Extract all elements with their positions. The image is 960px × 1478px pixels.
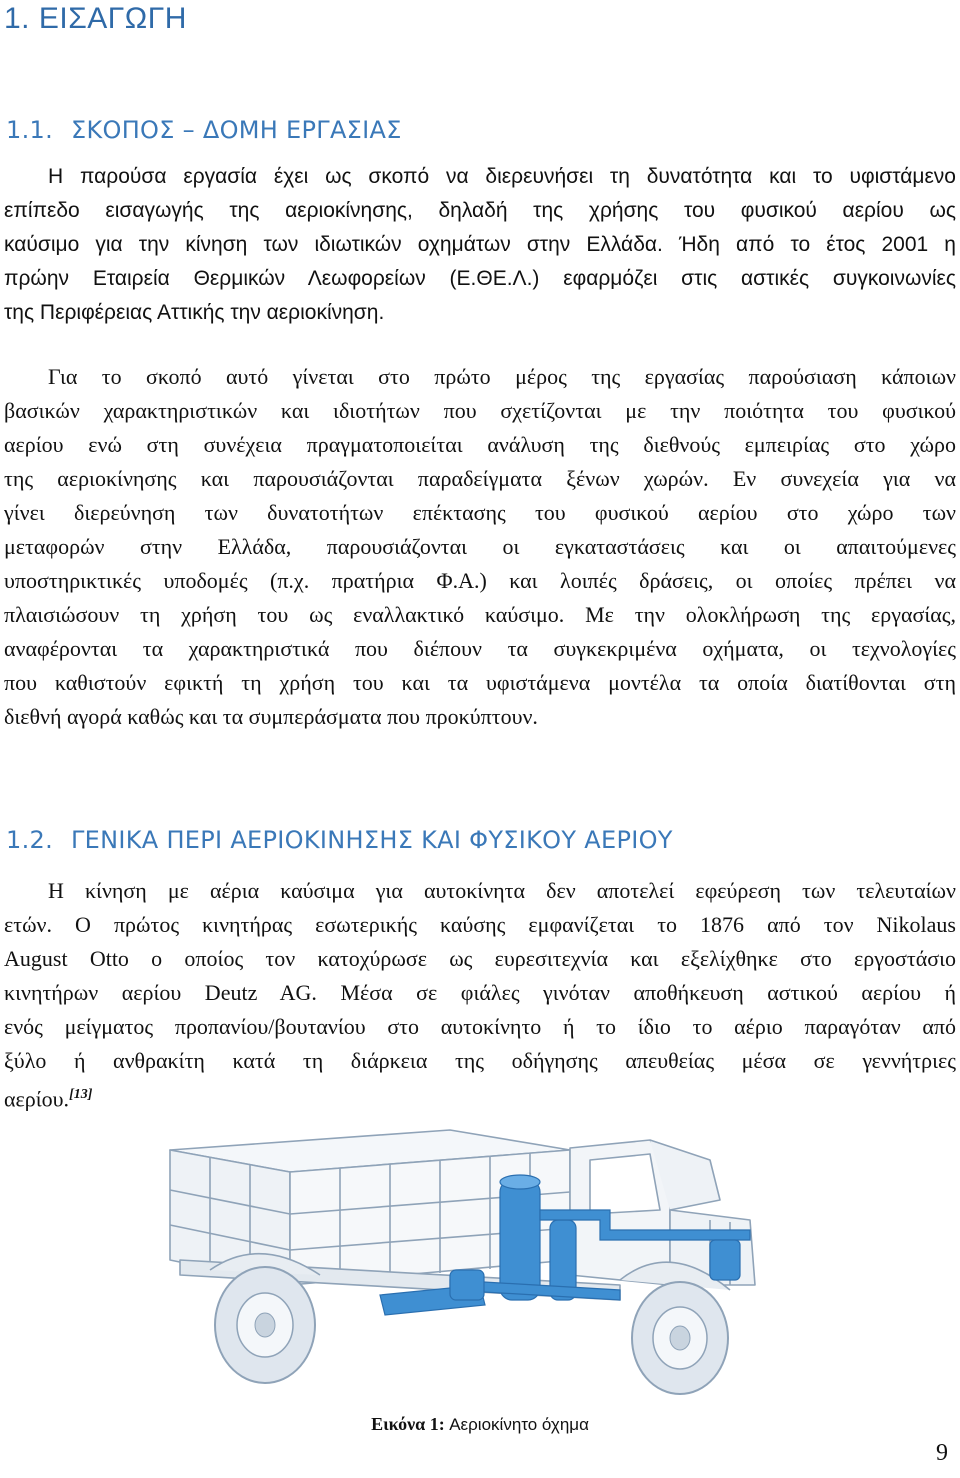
text-line: ενός μείγματος προπανίου/βουτανίου στο αυτοκίνητο ή το ίδιο το αέριο παραγόταν από [4,1014,956,1039]
page-number: 9 [936,1440,948,1466]
text-line: βασικών χαρακτηριστικών και ιδιοτήτων που σχετίζονται με την ποιότητα του φυσικού [4,398,956,423]
text-line: μεταφορών στην Ελλάδα, παρουσιάζονται οι εγκαταστάσεις και οι απαιτούμενες [4,534,956,559]
section-number: 1.1. [6,116,53,144]
text-line [4,1078,956,1112]
section-heading-1-1 [6,116,402,144]
text-line: κινητήρων αερίου Deutz AG. Μέσα σε φιάλες γινόταν αποθήκευση αστικού αερίου ή [4,980,956,1005]
text-line: της αεριοκίνησης και παρουσιάζονται παραδείγματα ξένων χωρών. Εν συνεχεία για να [4,466,956,491]
front-wheel [632,1282,728,1394]
rear-wheel [215,1267,315,1383]
paragraph-structure [4,360,956,734]
citation-reference[interactable]: [13] [69,1087,93,1102]
paragraph-history [4,874,956,1112]
last-line-text: αερίου. [4,1086,70,1112]
text-line: αναφέρονται τα χαρακτηριστικά που διέπουν τα συγκεκριμένα οχήματα, οι τεχνολογίες [4,636,956,661]
text-line: που καθιστούν εφικτή τη χρήση του και τα υφιστάμενα μοντέλα τα οποία διατίθονται στη [4,670,956,695]
text-line: αερίου ενώ στη συνέχεια πραγματοποιείται ανάλυση της διεθνούς εμπειρίας στο χώρο [4,432,956,457]
text-line: Η παρούσα εργασία έχει ως σκοπό να διερευνήσει τη δυνατότητα και το υφιστάμενο [48,165,956,188]
text-line: πρώην Εταιρεία Θερμικών Λεωφορείων (Ε.ΘΕ.Λ.) εφαρμόζει στις αστικές συγκοινωνίες [4,267,956,290]
section-number: 1.2. [6,826,53,854]
text-line: πλαισιώσουν τη χρήση του ως εναλλακτικό καύσιμο. Με την ολοκλήρωση της εργασίας, [4,602,956,627]
gas-truck-illustration [150,1110,770,1410]
section-title: ΣΚΟΠΟΣ – ΔΟΜΗ ΕΡΓΑΣΙΑΣ [71,116,402,144]
section-heading-1-2 [6,826,673,854]
text-line: της Περιφέρειας Αττικής την αεριοκίνηση. [4,301,385,324]
text-line: Για το σκοπό αυτό γίνεται στο πρώτο μέρος της εργασίας παρούσιαση κάποιων [48,364,956,389]
text-line: γίνει διερεύνηση των δυνατοτήτων επέκτασης του φυσικού αερίου στο χώρο των [4,500,956,525]
figure-caption-text: Αεριοκίνητο όχημα [449,1415,589,1434]
text-line: διεθνή αγορά καθώς και τα συμπεράσματα που προκύπτουν. [4,704,538,729]
figure-label: Εικόνα 1: [371,1414,445,1434]
text-line: August Otto ο οποίος τον κατοχύρωσε ως ευρεσιτεχνία και εξελίχθηκε στο εργοστάσιο [4,946,956,971]
text-line: καύσιμο για την κίνηση των ιδιωτικών οχημάτων στην Ελλάδα. Ήδη από το έτος 2001 η [4,233,956,256]
gas-generator-tank [500,1180,540,1300]
paragraph-purpose [4,160,956,330]
text-line: επίπεδο εισαγωγής της αεριοκίνησης, δηλαδή της χρήσης του φυσικού αερίου ως [4,199,956,222]
section-title: ΓΕΝΙΚΑ ΠΕΡΙ ΑΕΡΙΟΚΙΝΗΣΗΣ ΚΑΙ ΦΥΣΙΚΟΥ ΑΕΡΙΟΥ [71,826,673,854]
text-line: υποστηρικτικές υποδομές (π.χ. πρατήρια Φ.Α.) και λοιπές δράσεις, οι οποίες πρέπει να [4,568,956,593]
text-line: Η κίνηση με αέρια καύσιμα για αυτοκίνητα δεν αποτελεί εφεύρεση των τελευταίων [48,878,956,903]
figure-caption [0,1414,960,1435]
chapter-heading: 1. ΕΙΣΑΓΩΓΗ [4,2,187,35]
engine-block [710,1240,740,1280]
text-line: ετών. Ο πρώτος κινητήρας εσωτερικής καύσης εμφανίζεται το 1876 από τον Nikolaus [4,912,956,937]
text-line: ξύλο ή ανθρακίτη κατά τη διάρκεια της οδήγησης απευθείας μέσα σε γεννήτριες [4,1048,956,1073]
